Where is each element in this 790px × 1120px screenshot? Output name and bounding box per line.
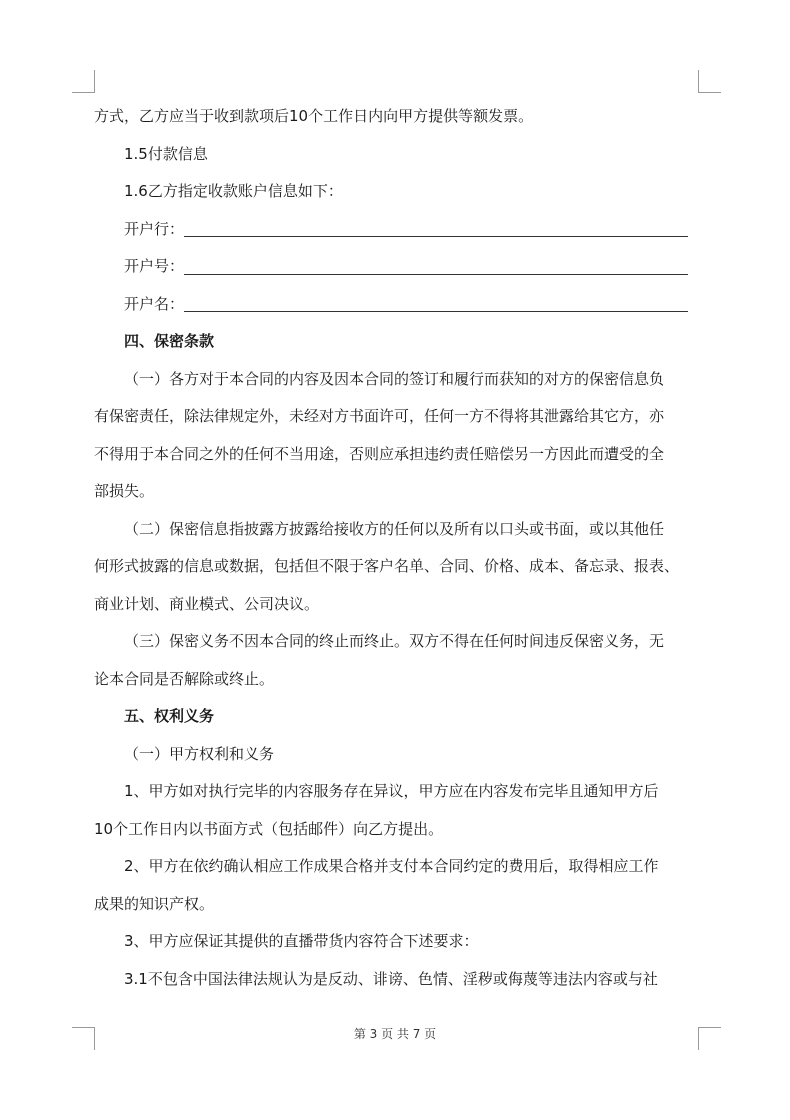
paragraph-line: 有保密责任，除法律规定外，未经对方书面许可，任何一方不得将其泄露给其它方，亦 — [94, 407, 665, 425]
blank-underline — [184, 273, 688, 275]
paragraph-line: 3.1不包含中国法律法规认为是反动、诽谤、色情、淫秽或侮蔑等违法内容或与社 — [124, 969, 658, 988]
paragraph-line: 3、甲方应保证其提供的直播带货内容符合下述要求： — [124, 932, 479, 950]
document-body — [94, 98, 698, 998]
page-corner-mark — [698, 70, 721, 93]
bank-field[interactable] — [94, 211, 698, 249]
paragraph-line: 论本合同是否解除或终止。 — [94, 669, 275, 688]
paragraph-line: （三）保密义务不因本合同的终止而终止。双方不得在任何时间违反保密义务，无 — [124, 632, 665, 650]
blank-underline — [184, 235, 688, 237]
clause-heading: 1.5付款信息 — [124, 144, 208, 163]
paragraph-line: 不得用于本合同之外的任何不当用途，否则应承担违约责任赔偿另一方因此而遭受的全 — [94, 444, 665, 463]
clause-heading: 1.6乙方指定收款账户信息如下： — [124, 182, 343, 200]
page-number-footer: 第 3 页 共 7 页 — [353, 1027, 437, 1041]
subsection-heading: （一）甲方权利和义务 — [124, 744, 275, 763]
paragraph-line: 方式，乙方应当于收到款项后10个工作日内向甲方提供等额发票。 — [94, 107, 534, 125]
section-heading: 五、权利义务 — [124, 707, 215, 725]
paragraph-line: 1、甲方如对执行完毕的内容服务存在异议，甲方应在内容发布完毕且通知甲方后 — [124, 782, 659, 800]
paragraph-line: 商业计划、商业模式、公司决议。 — [94, 594, 320, 613]
paragraph-line: 10个工作日内以书面方式（包括邮件）向乙方提出。 — [94, 819, 444, 838]
blank-underline — [184, 310, 688, 312]
account-name-label: 开户名： — [124, 294, 185, 313]
paragraph-line: 何形式披露的信息或数据，包括但不限于客户名单、合同、价格、成本、备忘录、报表、 — [94, 557, 680, 575]
bank-label: 开户行： — [124, 219, 185, 238]
account-number-label: 开户号： — [124, 257, 185, 275]
account-number-field[interactable] — [94, 248, 698, 286]
paragraph-line: 部损失。 — [94, 482, 155, 500]
paragraph-line: （一）各方对于本合同的内容及因本合同的签订和履行而获知的对方的保密信息负 — [124, 369, 665, 388]
paragraph-line: 成果的知识产权。 — [94, 894, 215, 913]
section-heading: 四、保密条款 — [124, 332, 215, 350]
paragraph-line: 2、甲方在依约确认相应工作成果合格并支付本合同约定的费用后，取得相应工作 — [124, 857, 659, 875]
page-corner-mark — [72, 70, 95, 93]
paragraph-line: （二）保密信息指披露方披露给接收方的任何以及所有以口头或书面，或以其他任 — [124, 519, 665, 538]
account-name-field[interactable] — [94, 286, 698, 324]
